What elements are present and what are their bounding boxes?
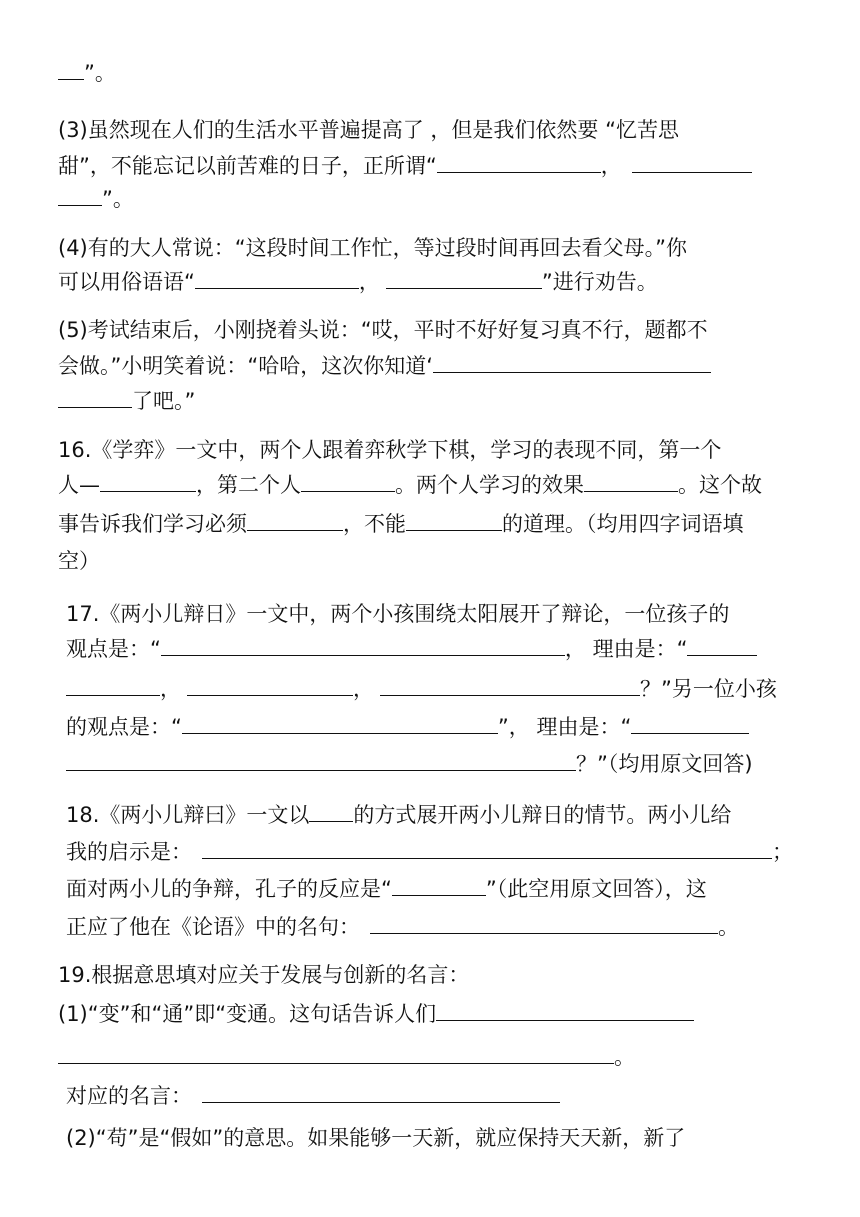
q15-p5-line-3 [58, 388, 195, 414]
answer-blank[interactable] [380, 676, 640, 696]
text: 观点是：“ [66, 637, 161, 661]
q15-p5-line-1: (5)考试结束后，小刚挠着头说：“哎，平时不好好复习真不行，题都不 [58, 318, 708, 342]
q18-line-3 [66, 876, 707, 902]
text: 甜”，不能忘记以前苦难的日子，正所谓“ [58, 154, 437, 178]
text: ，不能 [343, 512, 406, 536]
text: ”， 理由是：“ [497, 715, 632, 739]
q17-line-4 [66, 714, 749, 740]
text: 对应的名言： [66, 1084, 192, 1108]
text: ， 理由是：“ [564, 637, 688, 661]
answer-blank[interactable] [632, 153, 752, 173]
text: 面对两小儿的争辩，孔子的反应是“ [66, 877, 392, 901]
q19-p1-line-1 [58, 1001, 694, 1027]
q15-p3-line-3 [58, 186, 134, 212]
answer-blank[interactable] [584, 472, 678, 492]
q15-line-0 [58, 60, 116, 86]
q18-line-4 [66, 914, 739, 940]
text: ”进行劝告。 [541, 270, 658, 294]
answer-blank[interactable] [58, 186, 102, 206]
text: (1)“变”和“通”即“变通。这句话告诉人们 [58, 1002, 437, 1026]
answer-blank[interactable] [437, 153, 601, 173]
answer-blank[interactable] [161, 636, 565, 656]
answer-blank[interactable] [631, 714, 749, 734]
q16-line-3 [58, 511, 744, 537]
text: 。 [718, 915, 739, 939]
answer-blank[interactable] [301, 472, 395, 492]
text: ， [358, 270, 380, 294]
q15-p3-line-1: (3)虽然现在人们的生活水平普遍提高了 ，但是我们依然要 “忆苦思 [58, 118, 679, 142]
answer-blank[interactable] [436, 1001, 694, 1021]
answer-blank[interactable] [100, 472, 196, 492]
answer-blank[interactable] [58, 1044, 614, 1064]
text: ”。 [102, 187, 134, 211]
answer-blank[interactable] [187, 676, 353, 696]
text: 。 [614, 1045, 635, 1069]
text: ”。 [84, 61, 116, 85]
q16-line-2 [58, 472, 762, 498]
answer-blank[interactable] [202, 839, 772, 859]
answer-blank[interactable] [66, 676, 160, 696]
answer-blank[interactable] [66, 751, 576, 771]
text: 人— [58, 473, 100, 497]
q15-p4-line-2 [58, 269, 658, 295]
q17-line-1: 17.《两小儿辩日》一文中，两个小孩围绕太阳展开了辩论，一位孩子的 [66, 602, 730, 626]
q19-p1-line-3 [66, 1083, 560, 1109]
text: 。两个人学习的效果 [395, 473, 584, 497]
text: 我的启示是： [66, 840, 192, 864]
text: ； [772, 840, 793, 864]
answer-blank[interactable] [687, 636, 757, 656]
q17-line-5 [66, 751, 753, 777]
text: 的观点是：“ [66, 715, 182, 739]
text: 。这个故 [678, 473, 762, 497]
q19-line-1: 19.根据意思填对应关于发展与创新的名言： [58, 963, 470, 987]
text: ？”另一位小孩 [640, 677, 777, 701]
text: 会做。”小明笑着说：“哈哈，这次你知道‘ [58, 354, 433, 378]
answer-blank[interactable] [58, 60, 84, 80]
text: ， [600, 154, 622, 178]
text: 正应了他在《论语》中的名句： [66, 915, 360, 939]
answer-blank[interactable] [195, 269, 359, 289]
answer-blank[interactable] [309, 802, 353, 822]
text: ”（此空用原文回答），这 [485, 877, 707, 901]
q18-line-2 [66, 839, 793, 865]
answer-blank[interactable] [433, 353, 711, 373]
answer-blank[interactable] [202, 1083, 560, 1103]
text: ， [160, 677, 181, 701]
text: 了吧。” [132, 389, 196, 413]
q15-p5-line-2 [58, 353, 711, 379]
answer-blank[interactable] [58, 388, 132, 408]
q16-line-1: 16.《学弈》一文中，两个人跟着弈秋学下棋，学习的表现不同，第一个 [58, 438, 722, 462]
text: ， [353, 677, 374, 701]
answer-blank[interactable] [386, 269, 542, 289]
q19-p1-line-2 [58, 1044, 635, 1070]
text: ？”（均用原文回答) [576, 752, 753, 776]
q18-line-1 [66, 802, 731, 828]
answer-blank[interactable] [370, 914, 718, 934]
text: 事告诉我们学习必须 [58, 512, 247, 536]
text: 的方式展开两小儿辩日的情节。两小儿给 [353, 803, 732, 827]
text: 的道理。（均用四字词语填 [502, 512, 744, 536]
answer-blank[interactable] [247, 511, 343, 531]
text: ，第二个人 [196, 473, 301, 497]
answer-blank[interactable] [392, 876, 486, 896]
answer-blank[interactable] [182, 714, 498, 734]
q19-p2-line-1: (2)“苟”是“假如”的意思。如果能够一天新，就应保持天天新，新了 [66, 1126, 686, 1150]
answer-blank[interactable] [406, 511, 502, 531]
text: 可以用俗语语“ [58, 270, 195, 294]
q16-line-4: 空） [58, 549, 100, 573]
q15-p3-line-2 [58, 153, 752, 179]
q17-line-3 [66, 676, 777, 702]
text: 18.《两小儿辩曰》一文以 [66, 803, 310, 827]
q15-p4-line-1: (4)有的大人常说：“这段时间工作忙，等过段时间再回去看父母。”你 [58, 236, 688, 260]
q17-line-2 [66, 636, 757, 662]
